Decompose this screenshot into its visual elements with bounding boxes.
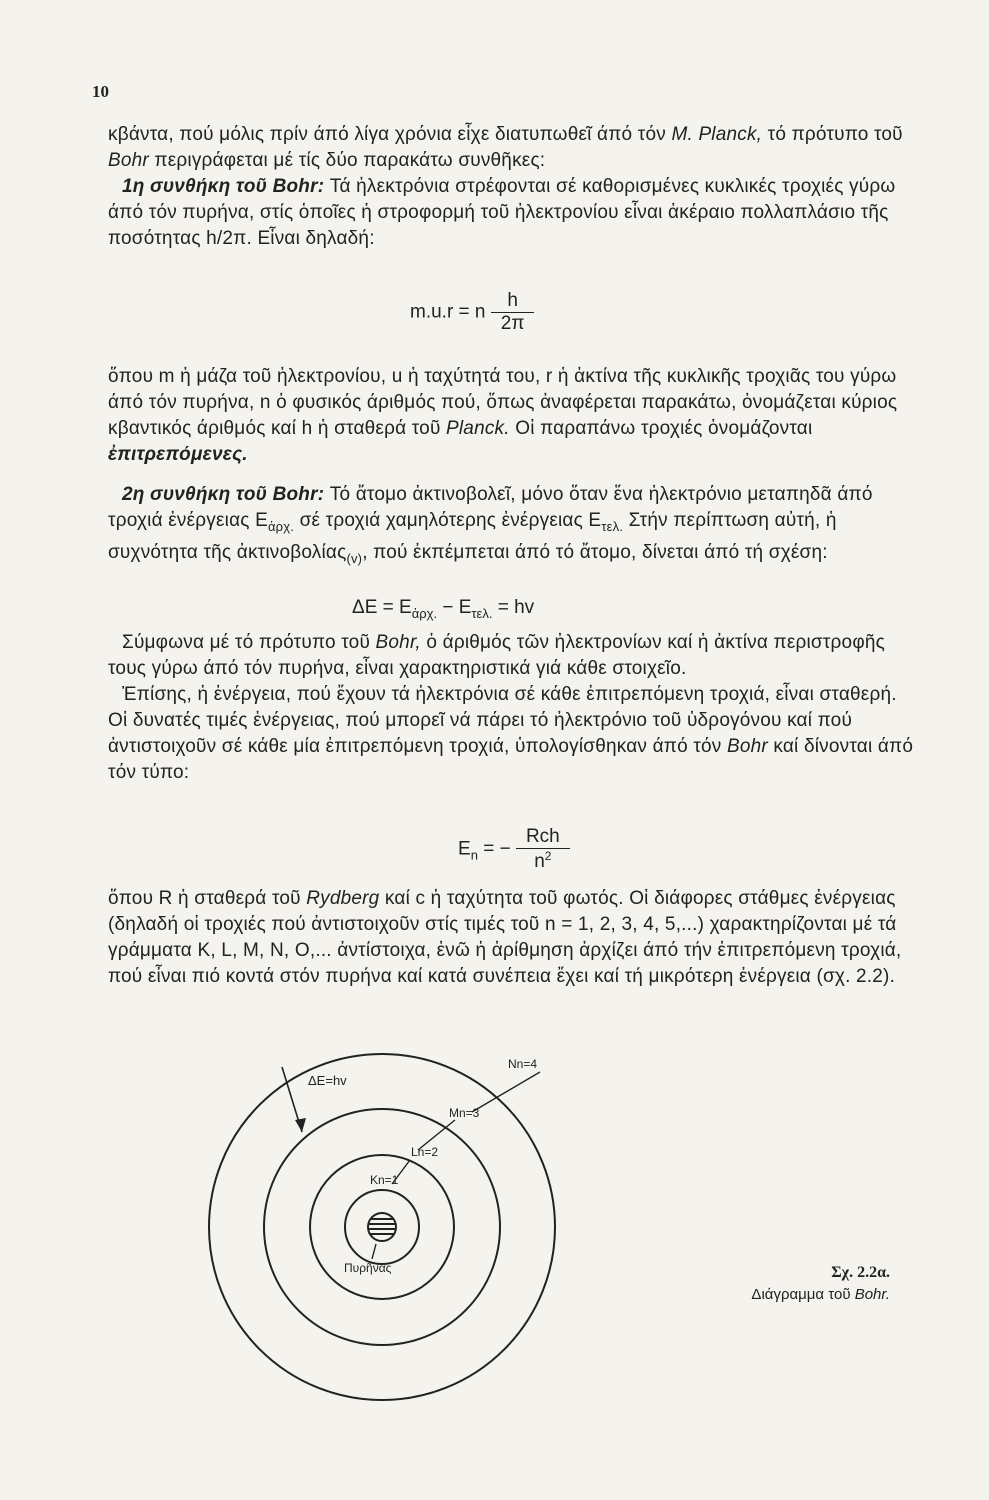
orbit-m-label: Mn=3: [449, 1106, 480, 1120]
eq3-den-exponent: 2: [544, 849, 552, 863]
sub-frequency: (v): [346, 551, 363, 566]
transition-arrowhead-icon: [295, 1118, 306, 1132]
eq1-numerator: h: [507, 290, 518, 311]
intro-text-b: τό πρότυπο τοῦ: [762, 124, 903, 145]
rydberg-text-b: καί c ἡ ταχύτητα τοῦ φωτός. Οἱ διάφορες στάθμες ἐνέργειας (δηλαδή οἱ τροχιές πού ἀντιστοιχοῦν στίς τιμές τοῦ n = 1, 2, 3, 4, 5,...) χαρακτηρίζονται μέ τά γράμματα K, L, M, N, O,... ἀντίστοιχα, ἐνῶ ἡ ἀρίθμηση ἀρχίζει άπό τήν ἐπιτρεπόμενη τροχιά, πού εἶναι πιό κοντά στόν πυρήνα καί κατά συνέπεια ἔχει καί τή μικρότερη ἐνέργεια (σχ. 2.2).: [108, 888, 902, 987]
orbit-n: [209, 1054, 555, 1400]
condition-1-body: Τά ἠλεκτρόνια στρέφονται σέ καθορισμένες κυκλικές τροχιές γύρω άπό τόν πυρήνα, στίς ὁποῖες ἡ στροφορμή τοῦ ἠλεκτρονίου εἶναι ἀκέραιο πολλαπλάσιο τῆς ποσότητας h/2π. Εἶναι δηλαδή:: [108, 176, 896, 249]
definitions-text-a: ὅπου m ἡ μάζα τοῦ ἠλεκτρονίου, u ἡ ταχύτητά του, r ἡ ἀκτίνα τῆς κυκλικῆς τροχιᾶς του γύρω άπό τόν πυρήνα, n ὁ φυσικός άριθμός πού, ὅπως ἀναφέρεται παρακάτω, ὀνομάζεται κύριος κβαντικός άριθμός καί h ἡ σταθερά τοῦ: [108, 366, 898, 439]
eq2-part-b: − E: [437, 597, 472, 618]
eq2-sub-start: ἀρχ.: [411, 606, 438, 621]
label-line-nucleus: [372, 1244, 376, 1259]
rydberg-text-a: ὅπου R ἡ σταθερά τοῦ: [108, 888, 307, 909]
bohr-name-4: Bohr: [726, 736, 768, 757]
bohr-name-3: Bohr,: [375, 632, 421, 653]
orbit-k-label: Kn=1: [370, 1173, 399, 1187]
nucleus-label: Πυρῆνας: [344, 1261, 392, 1275]
bohr-name: Bohr: [108, 150, 149, 171]
eq2-part-a: ΔE = E: [352, 597, 412, 618]
intro-text-a: κβάντα, πού μόλις πρίν άπό λίγα χρόνια εἶχε διατυπωθεῖ άπό τόν: [108, 124, 672, 145]
eq2-part-c: = hv: [492, 597, 535, 618]
condition-2-text-d: , πού ἐκπέμπεται άπό τό ἄτομο, δίνεται άπό τή σχέση:: [362, 542, 828, 563]
condition-2-text-b: σέ τροχιά χαμηλότερης ἐνέργειας E: [294, 510, 602, 531]
eq3-sub: n: [470, 847, 478, 863]
sub-start: ἀρχ.: [267, 519, 295, 534]
eq3-lhs: E: [458, 838, 471, 860]
condition-2-heading: 2η συνθήκη τοῦ Bohr:: [122, 484, 325, 505]
delta-e-label: ΔE=hv: [308, 1073, 347, 1088]
planck-name: M. Planck,: [671, 124, 763, 145]
eq1-denominator: 2π: [491, 312, 535, 335]
eq3-minus: = −: [477, 838, 511, 860]
energy-text-a: Ἐπίσης, ἡ ἐνέργεια, πού ἔχουν τά ἠλεκτρόνια σέ κάθε ἐπιτρεπόμενη τροχιά, εἶναι σταθερή. Οἱ δυνατές τιμές ἐνέργειας, πού μπορεῖ νά πάρει τό ἠλεκτρόνιο τοῦ ὑδρογόνου καί πού ἀντιστοιχοῦν σέ κάθε μία ἐπιτρεπόμενη τροχιά, ὑπολογίσθηκαν άπό τόν: [108, 684, 897, 757]
eq2-sub-end: τελ.: [471, 606, 493, 621]
nucleus-hatching: [369, 1219, 395, 1234]
condition-2-text-c: Στήν περίπτωση αὐτή, ἡ συχνότητα τῆς ἀκτινοβολίας: [108, 510, 837, 563]
bohr-model-text-b: ὁ άριθμός τῶν ἠλεκτρονίων καί ἡ ἀκτίνα περιστροφῆς τους γύρω άπό τόν πυρήνα, εἶναι χαρακτηριστικά γιά κάθε στοιχεῖο.: [108, 632, 885, 679]
energy-text-b: καί δίνονται άπό τόν τύπο:: [108, 736, 914, 783]
page-number: 10: [92, 82, 109, 101]
orbit-k: [345, 1190, 419, 1264]
rydberg-name: Rydberg: [306, 888, 380, 909]
intro-text-c: περιγράφεται μέ τίς δύο παρακάτω συνθῆκες:: [148, 150, 546, 171]
figure-number: Σχ. 2.2α.: [831, 1264, 890, 1281]
eq3-den-n: n: [534, 851, 545, 872]
eq1-lhs: m.u.r = n: [410, 301, 486, 323]
bohr-model-text-a: Σύμφωνα μέ τό πρότυπο τοῦ: [122, 632, 376, 653]
figure-title: [680, 1284, 890, 1306]
condition-2-text-a: Τό ἄτομο ἀκτινοβολεῖ, μόνο ὅταν ἕνα ἠλεκτρόνιο μεταπηδᾶ άπό τροχιά ἐνέργειας E: [108, 484, 873, 531]
orbit-m: [264, 1109, 500, 1345]
figure-title-bohr: Bohr.: [854, 1286, 890, 1303]
condition-1-heading: 1η συνθήκη τοῦ Bohr:: [122, 176, 325, 197]
definitions-text-b: Οἱ παραπάνω τροχιές ὀνομάζονται: [509, 418, 813, 439]
figure-title-text: Διάγραμμα τοῦ: [751, 1286, 855, 1303]
eq3-numerator: Rch: [525, 826, 560, 847]
orbit-l-label: Ln=2: [411, 1145, 439, 1159]
figure-caption: [680, 1262, 890, 1306]
orbit-n-label: Nn=4: [508, 1057, 538, 1071]
planck-name-2: Planck.: [446, 418, 510, 439]
allowed-orbits-term: ἐπιτρεπόμενες.: [108, 444, 248, 465]
sub-end: τελ.: [601, 519, 624, 534]
nucleus: [368, 1213, 396, 1241]
